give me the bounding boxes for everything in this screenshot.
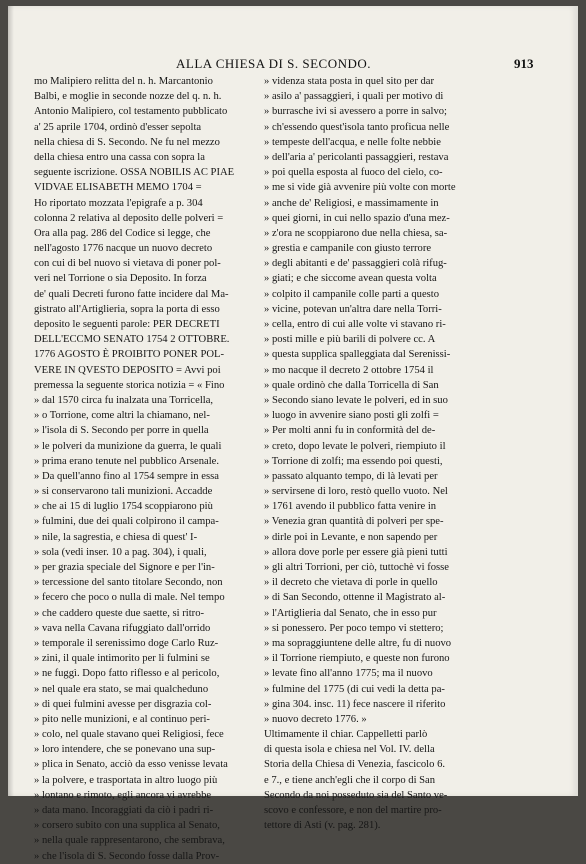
text-line: » le polveri da munizione da guerra, le quali xyxy=(34,440,222,452)
text-line: » burrasche ivi si avessero a porre in salvo; xyxy=(264,106,447,118)
text-line: colonna 2 relativa al deposito delle polveri = xyxy=(34,212,224,224)
text-line: » vava nella Cavana rifuggiato dall'orrido xyxy=(34,622,211,634)
text-line: » nel quale era stato, se mai qualcheduno xyxy=(34,683,209,695)
running-title: ALLA CHIESA DI S. SECONDO. xyxy=(176,56,372,71)
text-line: nella chiesa di S. Secondo. Ne fu nel mezzo xyxy=(34,136,220,148)
text-line: » che l'isola di S. Secondo fosse dalla Prov- xyxy=(34,850,220,862)
text-line: VIDVAE ELISABETH MEMO 1704 = xyxy=(34,182,202,194)
text-line: » fulmini, due dei quali colpirono il campa- xyxy=(34,516,219,528)
page-gutter-shadow xyxy=(8,6,14,796)
text-line: » nile, la sagrestia, e chiesa di quest' I- xyxy=(34,531,198,543)
left-text-column xyxy=(34,74,280,864)
text-line: » vicine, potevan un'altra dare nella Torri- xyxy=(264,303,442,315)
text-line: » per grazia speciale del Signore e per l'in- xyxy=(34,562,215,573)
text-line: » allora dove porle per essere già pieni tutti xyxy=(264,546,448,558)
text-line: » colpito il campanile colle parti a questo xyxy=(264,288,440,300)
text-line: » gli altri Torrioni, per ciò, tuttochè vi fosse xyxy=(264,562,450,573)
text-line: » o Torrione, come altri la chiamano, nel- xyxy=(34,410,210,422)
text-line: » il Torrione riempiuto, e queste non furono xyxy=(264,653,450,665)
text-line: » Da quell'anno fino al 1754 sempre in essa xyxy=(34,470,219,482)
text-line: VERE IN QVESTO DEPOSITO = Avvi poi xyxy=(34,364,221,376)
text-line: » giati; e che siccome avean questa volta xyxy=(264,273,437,285)
text-line: DELL'ECCMO SENATO 1754 2 OTTOBRE. xyxy=(34,334,230,346)
text-line: » plica in Senato, acciò da esso venisse levata xyxy=(34,759,228,771)
text-line: » servirsene di loro, restò quello vuoto. Nel xyxy=(264,486,448,498)
text-line: » colo, nel quale stavano quei Religiosi, fece xyxy=(34,729,224,741)
text-line: » mo nacque il decreto 2 ottobre 1754 il xyxy=(264,364,434,376)
text-line: » poi quella esposta al fuoco del cielo, co- xyxy=(264,167,443,179)
text-line: » Secondo siano levate le polveri, ed in suo xyxy=(264,394,448,406)
text-line: » temporale il serenissimo doge Carlo Ruz- xyxy=(34,637,219,649)
text-line: » sola (vedi inser. 10 a pag. 304), i quali, xyxy=(34,546,207,558)
text-line: » loro intendere, che se ponevano una sup- xyxy=(34,744,216,756)
text-line: » si ponessero. Per poco tempo vi stettero; xyxy=(264,622,444,634)
text-line: Ho riportato mozzata l'epigrafe a p. 304 xyxy=(34,197,203,209)
text-line: » tempeste dell'acqua, e nelle folte nebbie xyxy=(264,136,441,148)
text-line: » grestia e campanile con giusto terrore xyxy=(264,243,432,255)
text-line: con cui di bel nuovo si vietava di poner pol- xyxy=(34,258,221,270)
right-text-column xyxy=(264,74,516,833)
text-line: » fecero che poco o nulla di male. Nel tempo xyxy=(34,592,225,604)
text-line: 1776 AGOSTO È PROIBITO PONER POL- xyxy=(34,349,225,361)
text-line: » asilo a' passaggieri, i quali per motivo di xyxy=(264,91,444,103)
text-line: mo Malipiero relitta del n. h. Marcantonio xyxy=(34,76,213,87)
text-line: » videnza stata posta in quel sito per dar xyxy=(264,76,435,87)
text-line: » dell'aria a' pericolanti passaggieri, restava xyxy=(264,151,449,163)
text-line: » dal 1570 circa fu inalzata una Torricella, xyxy=(34,394,214,406)
text-line: » 1761 avendo il pubblico fatta venire in xyxy=(264,501,437,513)
text-line: veri nel Torrione o sia Deposito. In forza xyxy=(34,273,207,285)
text-line: » gina 304. insc. 11) fece nascere il riferito xyxy=(264,698,446,710)
text-line: » Venezia gran quantità di polveri per spe- xyxy=(264,516,444,528)
text-line: della chiesa entro una cassa con sopra la xyxy=(34,151,205,163)
text-line: Ultimamente il chiar. Cappelletti parlò xyxy=(264,729,428,741)
text-line: » quei giorni, in cui nello spazio d'una mez- xyxy=(264,212,450,224)
text-line: e 7., e tiene anch'egli che il corpo di San xyxy=(264,774,436,786)
text-line: » me si vide già avvenire più volte con morte xyxy=(264,182,456,194)
text-line: » z'ora ne scoppiarono due nella chiesa, sa- xyxy=(264,227,448,239)
text-line: » che caddero queste due saette, si ritro- xyxy=(34,607,205,619)
text-line: Ora alla pag. 286 del Codice si legge, che xyxy=(34,227,211,239)
text-line: » zini, il quale intimorito per li fulmini se xyxy=(34,653,210,665)
text-line: nell'agosto 1776 nacque un nuovo decreto xyxy=(34,243,213,255)
text-line: premessa la seguente storica notizia = « Fino xyxy=(34,379,225,391)
text-line: » Per molti anni fu in conformità del de- xyxy=(264,425,436,437)
text-line: » il decreto che vietava di porle in quello xyxy=(264,577,438,589)
text-line: » ch'essendo quest'isola tanto proficua nelle xyxy=(264,121,450,133)
text-line: » di quei fulmini avesse per disgrazia col- xyxy=(34,698,212,710)
text-line: di questa isola e chiesa nel Vol. IV. della xyxy=(264,744,435,756)
text-line: seguente iscrizione. OSSA NOBILIS AC PIAE xyxy=(34,167,235,179)
text-line: » di San Secondo, ottenne il Magistrato al- xyxy=(264,592,446,604)
text-line: » levate fino all'anno 1775; ma il nuovo xyxy=(264,668,433,680)
text-line: » l'Artiglieria dal Senato, che in esso pur xyxy=(264,607,437,619)
text-line: » fulmine del 1775 (di cui vedi la detta pa- xyxy=(264,683,445,695)
text-line: » Torrione di zolfi; ma essendo poi questi, xyxy=(264,455,443,467)
text-line: » lontano e rimoto, egli ancora vi avrebbe xyxy=(34,789,212,801)
text-line: » cella, entro di cui alle volte vi stavano ri- xyxy=(264,319,446,330)
text-line: » corsero subito con una supplica al Senato, xyxy=(34,820,220,832)
text-line: » luogo in avvenire siano posti gli zolfi = xyxy=(264,410,439,422)
text-line: » pito nelle munizioni, e al continuo peri- xyxy=(34,713,210,725)
text-line: Antonio Malipiero, col testamento pubblicato xyxy=(34,106,228,118)
text-line: » questa supplica spalleggiata dal Serenissi- xyxy=(264,349,451,361)
text-line: » si conservarono tali munizioni. Accadde xyxy=(34,486,213,498)
text-line: » dirle poi in Levante, e non sapendo per xyxy=(264,531,438,543)
text-line: gistrato all'Artiglieria, sopra la porta di esso xyxy=(34,303,220,315)
book-page xyxy=(8,6,578,862)
page-header xyxy=(8,56,578,72)
text-line: » anche de' Religiosi, e massimamente in xyxy=(264,197,439,209)
text-line: » la polvere, e trasportata in altro luogo più xyxy=(34,774,218,786)
text-line: de' quali Decreti furono fatte incidere dal Ma- xyxy=(34,288,229,300)
text-line: » ne fuggì. Dopo fatto riflesso e al pericolo, xyxy=(34,668,220,680)
text-line: » che ai 15 di luglio 1754 scoppiarono più xyxy=(34,501,213,513)
text-line: » data mano. Incoraggiati da ciò i padri ri- xyxy=(34,805,214,816)
text-line: » prima erano tenute nel pubblico Arsenale. xyxy=(34,455,220,467)
text-line: Storia della Chiesa di Venezia, fascicolo 6. xyxy=(264,759,446,771)
text-line: » tercessione del santo titolare Secondo, non xyxy=(34,577,223,589)
text-line: » creto, dopo levate le polveri, riempiuto il xyxy=(264,440,446,452)
text-line: » posti mille e più barili di polvere cc. A xyxy=(264,334,436,346)
text-line: tettore di Asti (v. pag. 281). xyxy=(264,820,381,832)
text-line: » nuovo decreto 1776. » xyxy=(264,713,367,725)
text-line: » ma sopraggiuntene delle altre, fu di nuovo xyxy=(264,637,452,649)
text-line: deposito le seguenti parole: PER DECRETI xyxy=(34,319,220,330)
text-line: Balbi, e moglie in seconde nozze del q. n. h. xyxy=(34,91,222,103)
text-line: scovo e confessore, e non del martire pro- xyxy=(264,805,442,816)
text-line: a' 25 aprile 1704, ordinò d'esser sepolta xyxy=(34,121,202,133)
text-line: » quale ordinò che dalla Torricella di San xyxy=(264,379,439,391)
text-line: » degli abitanti e de' passaggieri colà rifug- xyxy=(264,258,447,270)
page-number: 913 xyxy=(514,56,534,71)
text-line: » nella quale rappresentarono, che sembrava, xyxy=(34,835,225,847)
text-line: Secondo da noi posseduto sia del Santo ve- xyxy=(264,789,448,801)
text-line: » passato alquanto tempo, di là levati per xyxy=(264,470,438,482)
text-line: » l'isola di S. Secondo per porre in quella xyxy=(34,425,209,437)
